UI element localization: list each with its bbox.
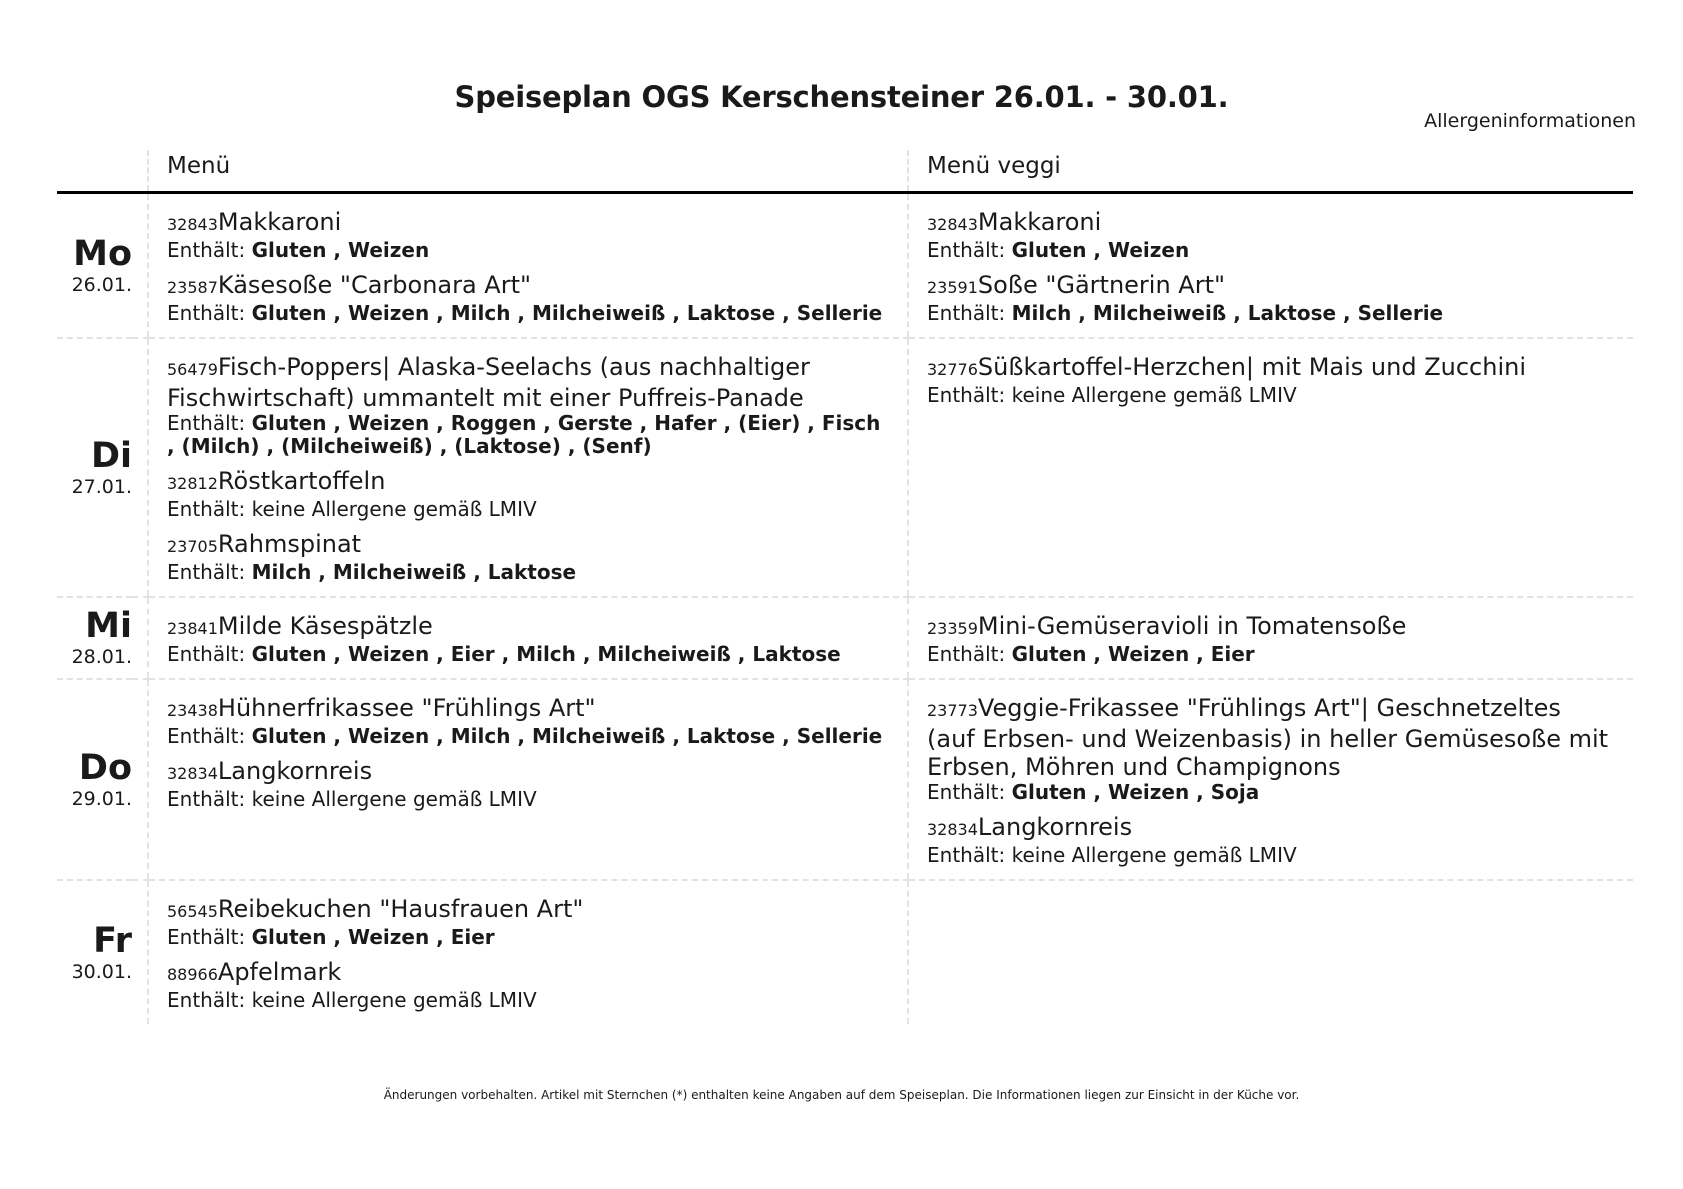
day-date: 28.01. xyxy=(71,646,132,668)
allergen-line xyxy=(927,302,1613,325)
allergen-line xyxy=(167,989,887,1012)
dish-code: 56479 xyxy=(167,360,218,379)
allergen-label: Enthält: xyxy=(927,642,1006,666)
dish-line xyxy=(927,612,1613,643)
dish-name: Hühnerfrikassee "Frühlings Art" xyxy=(217,694,596,722)
dish-item xyxy=(167,271,887,325)
page-title: Speiseplan OGS Kerschensteiner 26.01. - 30.01. xyxy=(454,80,1229,114)
allergen-label: Enthält: xyxy=(167,724,246,748)
dish-line xyxy=(167,694,887,725)
allergen-line xyxy=(927,384,1613,407)
footer-note: Änderungen vorbehalten. Artikel mit Sternchen (*) enthalten keine Angaben auf dem Speiseplan. Die Informationen liegen zur Einsicht in der Küche vor. xyxy=(383,1088,1300,1102)
allergen-line xyxy=(167,239,887,262)
dish-name: Veggie-Frikassee "Frühlings Art"| Geschnetzeltes (auf Erbsen- und Weizenbasis) in heller Gemüsesoße mit Erbsen, Möhren und Champignons xyxy=(927,694,1609,781)
day-abbr: Di xyxy=(90,435,132,476)
dish-item xyxy=(927,271,1613,325)
allergen-line xyxy=(167,302,887,325)
allergen-info-link[interactable]: Allergeninformationen xyxy=(1424,110,1636,132)
allergen-line xyxy=(927,781,1613,804)
dish-code: 32834 xyxy=(927,820,978,839)
dish-item xyxy=(167,353,887,458)
dish-item xyxy=(927,813,1613,867)
day-row-do xyxy=(57,679,1633,880)
dish-name: Röstkartoffeln xyxy=(217,467,386,495)
allergen-list: Gluten , Weizen xyxy=(1011,238,1190,262)
dish-code: 23591 xyxy=(927,278,978,297)
dish-line xyxy=(167,530,887,561)
menu-cell xyxy=(148,338,908,597)
menu-body xyxy=(57,193,1633,1025)
dish-code: 32776 xyxy=(927,360,978,379)
gap-cell xyxy=(132,193,148,339)
dish-line xyxy=(167,958,887,989)
dish-item xyxy=(927,612,1613,666)
menu-cell xyxy=(148,597,908,679)
dish-line xyxy=(927,271,1613,302)
dish-line xyxy=(167,208,887,239)
dish-line xyxy=(167,612,887,643)
dish-code: 32843 xyxy=(167,215,218,234)
allergen-list: Gluten , Weizen , Eier xyxy=(251,925,495,949)
gap-cell xyxy=(132,880,148,1024)
dish-item xyxy=(167,612,887,666)
dish-name: Soße "Gärtnerin Art" xyxy=(977,271,1226,299)
allergen-list: Gluten , Weizen , Milch , Milcheiweiß , Laktose , Sellerie xyxy=(251,301,883,325)
allergen-line xyxy=(927,844,1613,867)
day-abbr: Fr xyxy=(93,920,132,961)
dish-name: Makkaroni xyxy=(977,208,1102,236)
menu-cell xyxy=(148,880,908,1024)
dish-name: Langkornreis xyxy=(217,757,373,785)
header-day-column xyxy=(57,150,148,193)
allergen-line xyxy=(167,926,887,949)
dish-code: 32812 xyxy=(167,474,218,493)
day-cell xyxy=(57,338,132,597)
dish-line xyxy=(167,353,887,412)
dish-code: 88966 xyxy=(167,965,218,984)
dish-name: Milde Käsespätzle xyxy=(217,612,433,640)
dish-code: 23773 xyxy=(927,701,978,720)
dish-item xyxy=(167,757,887,811)
day-date: 27.01. xyxy=(71,475,132,498)
day-row-di xyxy=(57,338,1633,597)
no-allergens-text: keine Allergene gemäß LMIV xyxy=(1011,383,1297,407)
dish-code: 56545 xyxy=(167,902,218,921)
allergen-line xyxy=(167,498,887,521)
day-cell xyxy=(57,597,132,679)
allergen-label: Enthält: xyxy=(927,238,1006,262)
dish-item xyxy=(167,958,887,1012)
day-abbr: Mo xyxy=(73,233,132,274)
header-menu: Menü xyxy=(148,150,908,193)
dish-item xyxy=(927,208,1613,262)
allergen-list: Gluten , Weizen , Eier xyxy=(1011,642,1255,666)
menu-cell xyxy=(148,679,908,880)
day-date: 26.01. xyxy=(71,273,132,296)
dish-name: Makkaroni xyxy=(217,208,342,236)
menu-cell xyxy=(148,193,908,339)
dish-code: 23705 xyxy=(167,537,218,556)
dish-code: 23587 xyxy=(167,278,218,297)
gap-cell xyxy=(132,338,148,597)
veggi-cell xyxy=(908,193,1633,339)
dish-name: Apfelmark xyxy=(217,958,342,986)
allergen-list: Milch , Milcheiweiß , Laktose xyxy=(251,560,577,584)
allergen-line xyxy=(167,643,887,666)
allergen-label: Enthält: xyxy=(167,925,246,949)
dish-code: 32834 xyxy=(167,764,218,783)
allergen-line xyxy=(927,643,1613,666)
allergen-line xyxy=(167,788,887,811)
dish-line xyxy=(167,271,887,302)
allergen-line xyxy=(927,239,1613,262)
allergen-line xyxy=(167,561,887,584)
dish-line xyxy=(927,694,1613,781)
veggi-cell xyxy=(908,679,1633,880)
allergen-label: Enthält: xyxy=(927,301,1006,325)
allergen-list: Gluten , Weizen , Milch , Milcheiweiß , Laktose , Sellerie xyxy=(251,724,883,748)
day-date: 30.01. xyxy=(71,960,132,983)
dish-name: Süßkartoffel-Herzchen| mit Mais und Zucchini xyxy=(977,353,1527,381)
table-header-row xyxy=(57,150,1633,193)
dish-line xyxy=(167,757,887,788)
gap-cell xyxy=(132,597,148,679)
dish-item xyxy=(927,353,1613,407)
no-allergens-text: keine Allergene gemäß LMIV xyxy=(251,497,537,521)
menu-table xyxy=(57,150,1633,1024)
dish-name: Mini-Gemüseravioli in Tomatensoße xyxy=(977,612,1407,640)
allergen-label: Enthält: xyxy=(167,988,246,1012)
dish-name: Reibekuchen "Hausfrauen Art" xyxy=(217,895,584,923)
day-abbr: Do xyxy=(78,747,132,788)
allergen-line xyxy=(167,412,887,458)
day-cell xyxy=(57,193,132,339)
dish-line xyxy=(167,895,887,926)
veggi-cell xyxy=(908,597,1633,679)
dish-item xyxy=(167,895,887,949)
day-date: 29.01. xyxy=(71,787,132,810)
veggi-cell xyxy=(908,338,1633,597)
allergen-label: Enthält: xyxy=(167,238,246,262)
allergen-label: Enthält: xyxy=(167,497,246,521)
dish-code: 23438 xyxy=(167,701,218,720)
dish-name: Langkornreis xyxy=(977,813,1133,841)
dish-line xyxy=(927,813,1613,844)
dish-item xyxy=(167,530,887,584)
veggi-cell xyxy=(908,880,1633,1024)
day-row-mo xyxy=(57,193,1633,339)
day-cell xyxy=(57,679,132,880)
dish-name: Käsesoße "Carbonara Art" xyxy=(217,271,532,299)
allergen-list: Gluten , Weizen , Soja xyxy=(1011,780,1260,804)
gap-cell xyxy=(132,679,148,880)
dish-item xyxy=(167,694,887,748)
no-allergens-text: keine Allergene gemäß LMIV xyxy=(1011,843,1297,867)
day-row-fr xyxy=(57,880,1633,1024)
dish-item xyxy=(167,467,887,521)
dish-item xyxy=(167,208,887,262)
allergen-label: Enthält: xyxy=(167,411,246,435)
allergen-line xyxy=(167,725,887,748)
allergen-label: Enthält: xyxy=(167,560,246,584)
no-allergens-text: keine Allergene gemäß LMIV xyxy=(251,988,537,1012)
no-allergens-text: keine Allergene gemäß LMIV xyxy=(251,787,537,811)
dish-line xyxy=(927,208,1613,239)
dish-name: Rahmspinat xyxy=(217,530,362,558)
dish-code: 23359 xyxy=(927,619,978,638)
allergen-label: Enthält: xyxy=(927,383,1006,407)
allergen-label: Enthält: xyxy=(167,301,246,325)
day-cell xyxy=(57,880,132,1024)
allergen-list: Gluten , Weizen , Eier , Milch , Milcheiweiß , Laktose xyxy=(251,642,841,666)
allergen-label: Enthält: xyxy=(927,780,1006,804)
dish-code: 23841 xyxy=(167,619,218,638)
allergen-label: Enthält: xyxy=(167,787,246,811)
dish-code: 32843 xyxy=(927,215,978,234)
day-row-mi xyxy=(57,597,1633,679)
dish-line xyxy=(167,467,887,498)
allergen-list: Milch , Milcheiweiß , Laktose , Sellerie xyxy=(1011,301,1444,325)
allergen-list: Gluten , Weizen , Roggen , Gerste , Hafer , (Eier) , Fisch , (Milch) , (Milcheiweiß) , (Laktose) , (Senf) xyxy=(167,411,881,458)
allergen-label: Enthält: xyxy=(927,843,1006,867)
header-menu-veggi: Menü veggi xyxy=(908,150,1633,193)
dish-name: Fisch-Poppers| Alaska-Seelachs (aus nachhaltiger Fischwirtschaft) ummantelt mit einer Puffreis-Panade xyxy=(167,353,810,412)
allergen-label: Enthält: xyxy=(167,642,246,666)
dish-line xyxy=(927,353,1613,384)
day-abbr: Mi xyxy=(85,606,132,646)
dish-item xyxy=(927,694,1613,804)
allergen-list: Gluten , Weizen xyxy=(251,238,430,262)
